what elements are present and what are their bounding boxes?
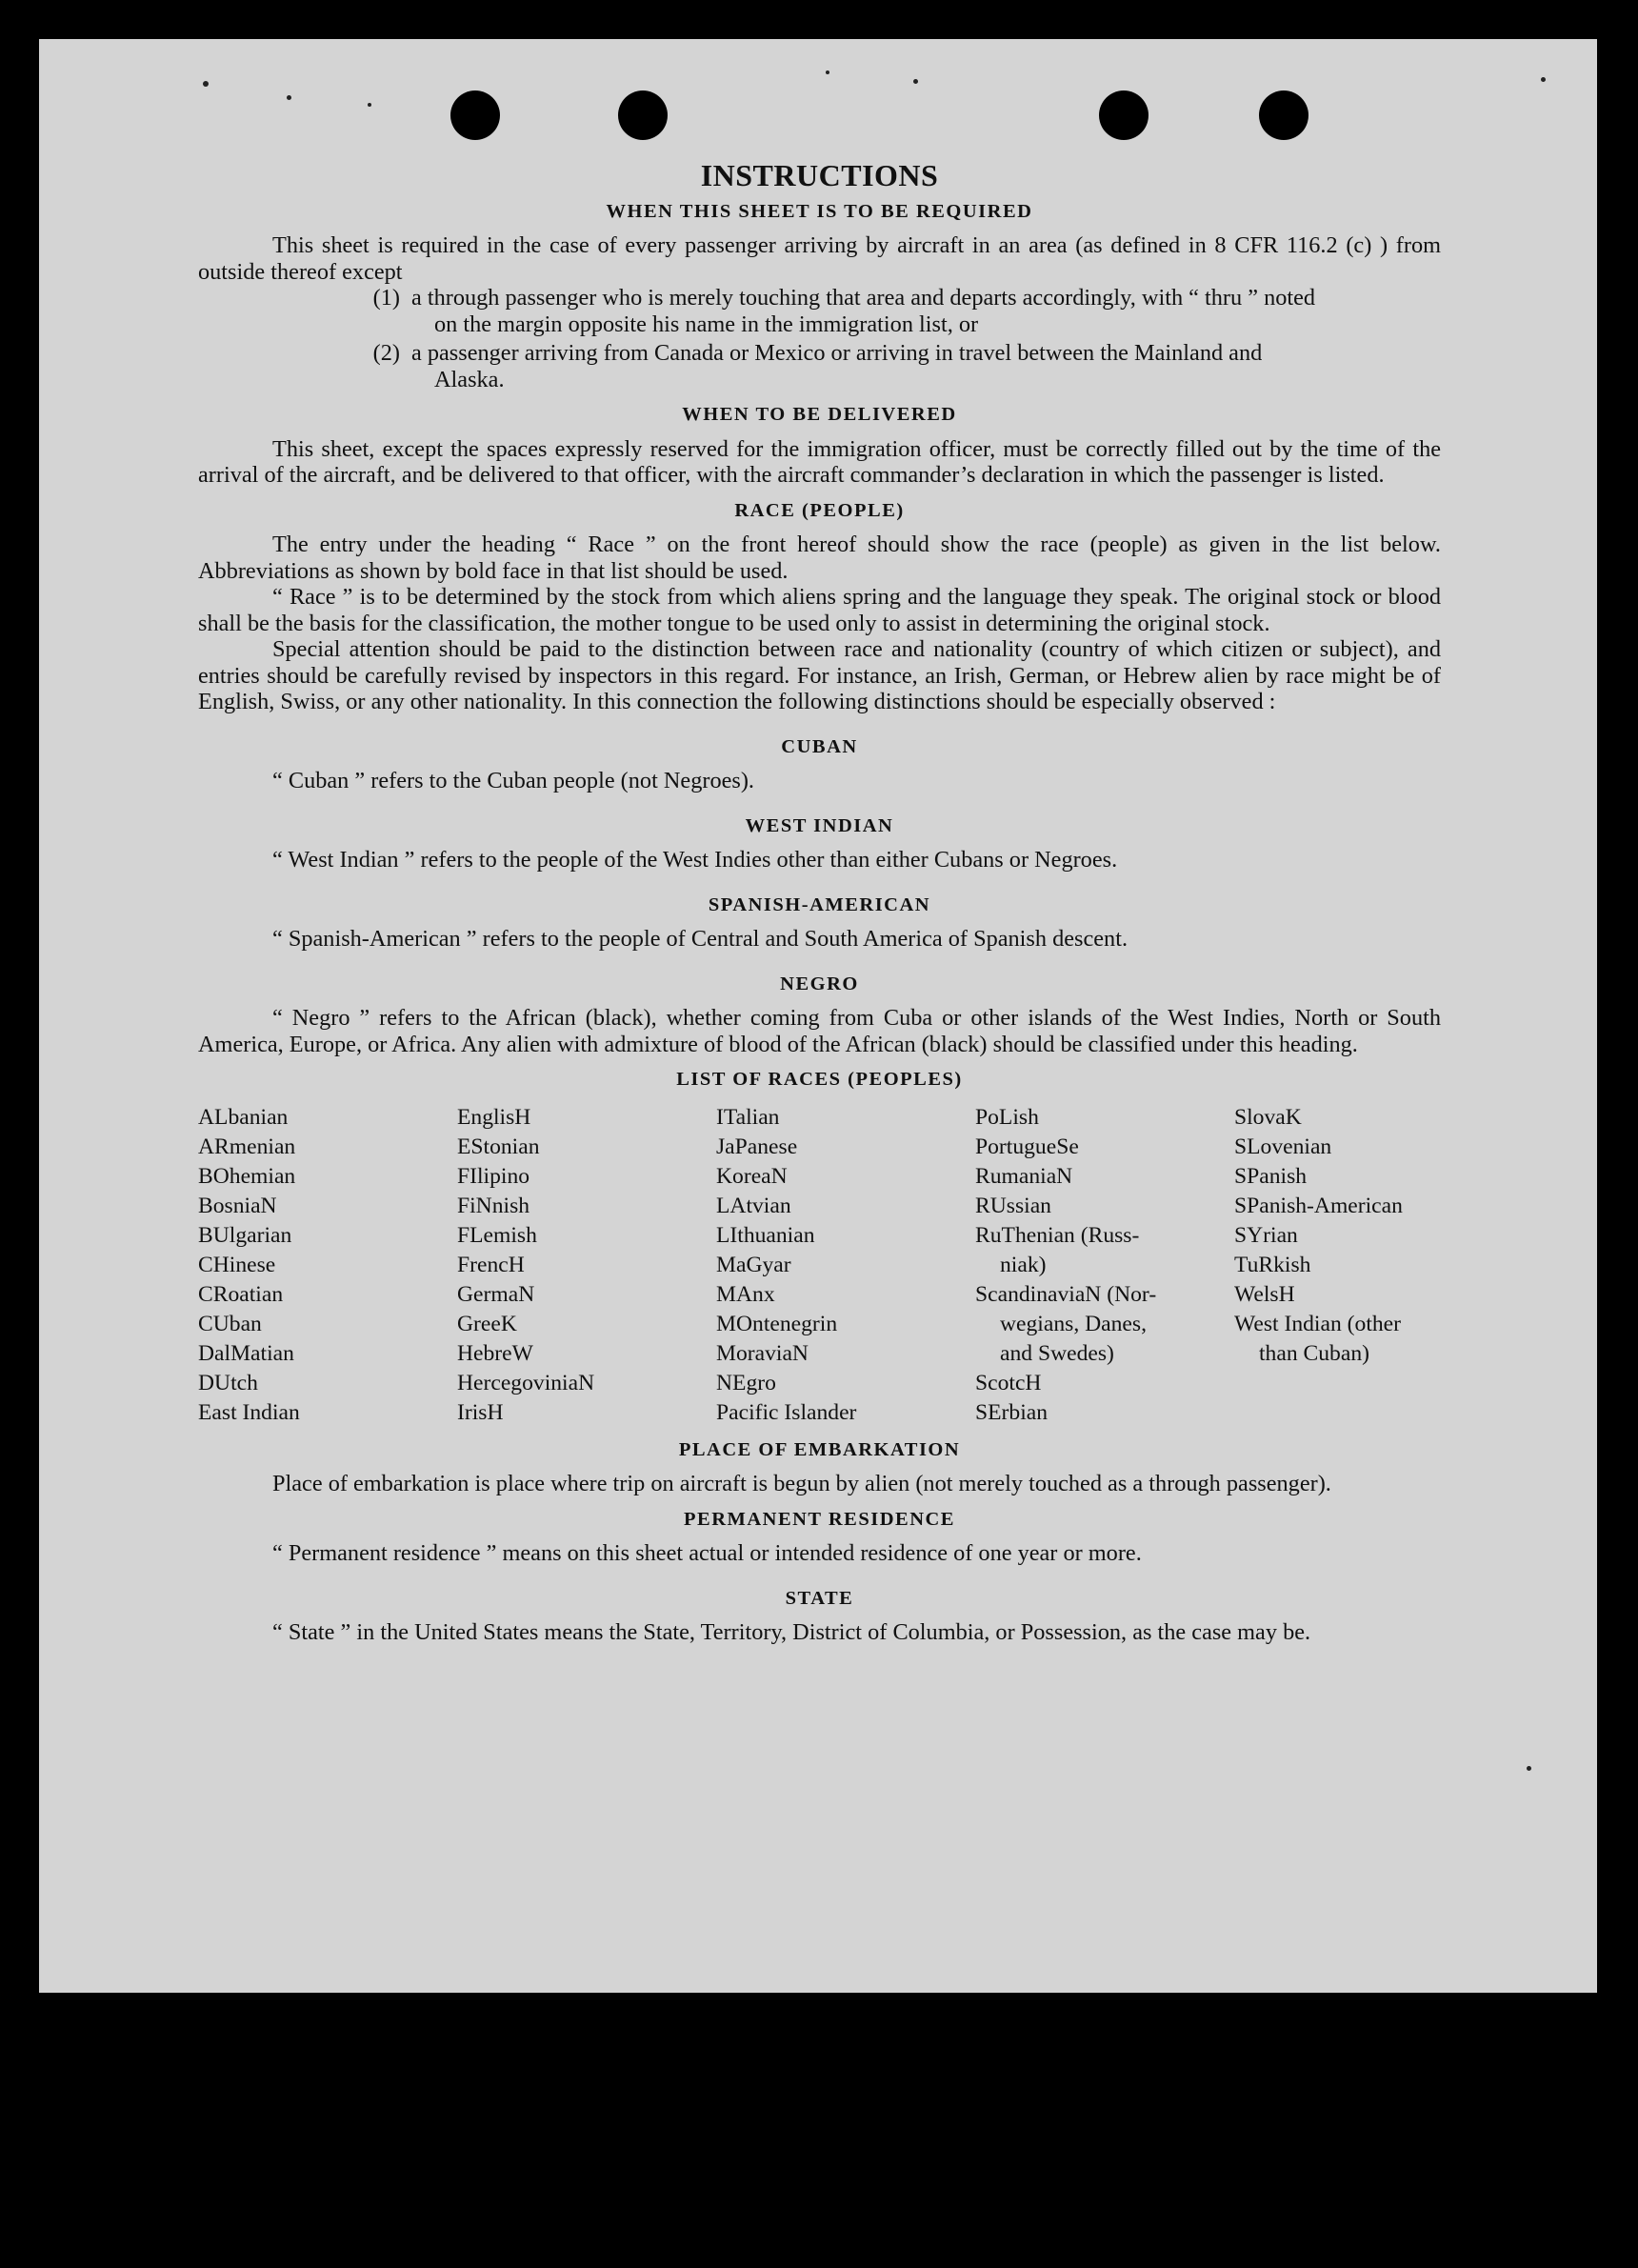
race-entry: MAnx <box>716 1281 775 1307</box>
section-paragraph: The entry under the heading “ Race ” on the front hereof should show the race (people) as given in the list below. Abbreviations as shown by bold face in that list should be used. <box>198 532 1441 584</box>
speck <box>1541 77 1546 82</box>
races-column <box>198 1103 457 1428</box>
race-entry: MaGyar <box>716 1252 791 1277</box>
race-entry: GreeK <box>457 1311 517 1336</box>
section-heading: NEGRO <box>780 973 859 994</box>
races-heading: LIST OF RACES (PEOPLES) <box>676 1069 963 1090</box>
item-text <box>411 340 1441 392</box>
item-text-line: a through passenger who is merely touching that area and departs accordingly, with “ thru ” noted <box>411 285 1316 311</box>
section-heading: WHEN THIS SHEET IS TO BE REQUIRED <box>606 200 1033 222</box>
section-paragraph: Place of embarkation is place where trip on aircraft is begun by alien (not merely touched as a through passenger). <box>272 1471 1331 1496</box>
race-entry: KoreaN <box>716 1163 788 1189</box>
section-paragraph: This sheet is required in the case of every passenger arriving by aircraft in an area (as defined in 8 CFR 116.2 (c) ) from outside thereof except <box>198 232 1441 285</box>
race-entry: PoLish <box>975 1104 1039 1130</box>
exception-item <box>198 285 1441 337</box>
section-paragraph: Special attention should be paid to the distinction between race and nationality (country of which citizen or subject), and entries should be carefully revised by inspectors in this regard. For instance, an Irish, German, or Hebrew alien by race might be of English, Swiss, or any other nationality. In this connection the following distinctions should be especially observed : <box>198 636 1441 714</box>
race-entry-continuation: and Swedes) <box>1000 1340 1114 1366</box>
race-entry: ARmenian <box>198 1134 296 1159</box>
race-entry: CHinese <box>198 1252 276 1277</box>
item-number: (2) <box>372 340 400 366</box>
race-entry: CRoatian <box>198 1281 284 1307</box>
exception-item <box>198 340 1441 392</box>
section-heading: CUBAN <box>781 735 858 757</box>
race-entry: FIlipino <box>457 1163 530 1189</box>
race-entry-continuation: than Cuban) <box>1259 1340 1369 1366</box>
race-entry: FiNnish <box>457 1193 530 1218</box>
races-column <box>716 1103 975 1428</box>
item-number: (1) <box>372 285 400 311</box>
punch-hole <box>1099 90 1149 140</box>
race-entry: RuThenian (Russ- <box>975 1222 1140 1248</box>
section-heading: SPANISH-AMERICAN <box>708 893 931 915</box>
race-entry: IrisH <box>457 1399 504 1425</box>
race-entry: BUlgarian <box>198 1222 292 1248</box>
item-text <box>411 285 1441 337</box>
race-entry: DalMatian <box>198 1340 294 1366</box>
section-heading: WHEN TO BE DELIVERED <box>682 404 957 425</box>
races-list <box>198 1103 1441 1428</box>
item-text-continuation: Alaska. <box>434 366 505 392</box>
race-entry: East Indian <box>198 1399 300 1425</box>
section-heading: PERMANENT RESIDENCE <box>684 1508 955 1530</box>
punch-hole <box>618 90 668 140</box>
speck <box>1527 1766 1531 1771</box>
section-paragraph: This sheet, except the spaces expressly reserved for the immigration officer, must be correctly filled out by the time of the arrival of the aircraft, and be delivered to that officer, with the aircraft commander’s declaration in which the passenger is listed. <box>198 435 1441 488</box>
races-column <box>457 1103 716 1428</box>
race-entry: ScandinaviaN (Nor- <box>975 1281 1157 1307</box>
speck <box>368 103 371 107</box>
race-entry: MOntenegrin <box>716 1311 838 1336</box>
section-paragraph: “ State ” in the United States means the State, Territory, District of Columbia, or Possession, as the case may be. <box>272 1619 1311 1645</box>
item-text-line: a passenger arriving from Canada or Mexico or arriving in travel between the Mainland and <box>411 340 1263 366</box>
race-entry: SPanish <box>1234 1163 1308 1189</box>
races-column <box>1234 1103 1444 1428</box>
section-paragraph: “ Permanent residence ” means on this sheet actual or intended residence of one year or more. <box>272 1540 1142 1566</box>
document-title: INSTRUCTIONS <box>700 158 939 192</box>
races-column <box>975 1103 1234 1428</box>
item-text-continuation: on the margin opposite his name in the immigration list, or <box>434 311 979 337</box>
speck <box>913 79 918 84</box>
document-page <box>39 39 1597 1993</box>
race-entry: MoraviaN <box>716 1340 809 1366</box>
race-entry: EStonian <box>457 1134 540 1159</box>
race-entry: RUssian <box>975 1193 1051 1218</box>
section-paragraph: “ Race ” is to be determined by the stock from which aliens spring and the language they speak. The original stock or blood shall be the basis for the classification, the mother tongue to be used only to assist in determining the original stock. <box>198 584 1441 636</box>
race-entry-continuation: niak) <box>1000 1252 1047 1277</box>
race-entry: West Indian (other <box>1234 1311 1401 1336</box>
race-entry: SYrian <box>1234 1222 1298 1248</box>
race-entry: LIthuanian <box>716 1222 815 1248</box>
race-entry: JaPanese <box>716 1134 798 1159</box>
race-entry: WelsH <box>1234 1281 1295 1307</box>
section-paragraph: “ Cuban ” refers to the Cuban people (not Negroes). <box>272 768 755 793</box>
section-heading: PLACE OF EMBARKATION <box>678 1438 961 1460</box>
race-entry: HercegoviniaN <box>457 1370 595 1395</box>
race-entry: CUban <box>198 1311 262 1336</box>
section-heading: WEST INDIAN <box>745 814 894 836</box>
section-heading: RACE (PEOPLE) <box>734 499 905 521</box>
race-entry: SLovenian <box>1234 1134 1332 1159</box>
race-entry: GermaN <box>457 1281 535 1307</box>
instructions-content <box>198 158 1441 1646</box>
race-entry: SlovaK <box>1234 1104 1302 1130</box>
race-entry: EnglisH <box>457 1104 531 1130</box>
speck <box>203 81 209 87</box>
race-entry: TuRkish <box>1234 1252 1311 1277</box>
speck <box>826 70 829 74</box>
race-entry: DUtch <box>198 1370 258 1395</box>
race-entry: RumaniaN <box>975 1163 1073 1189</box>
race-entry-continuation: wegians, Danes, <box>1000 1311 1147 1336</box>
punch-hole <box>450 90 500 140</box>
race-entry: ALbanian <box>198 1104 289 1130</box>
race-entry: SErbian <box>975 1399 1049 1425</box>
race-entry: ScotcH <box>975 1370 1042 1395</box>
race-entry: Pacific Islander <box>716 1399 857 1425</box>
section-paragraph: “ Spanish-American ” refers to the people of Central and South America of Spanish descent. <box>272 926 1129 952</box>
race-entry: LAtvian <box>716 1193 791 1218</box>
race-entry: SPanish-American <box>1234 1193 1403 1218</box>
race-entry: FLemish <box>457 1222 537 1248</box>
race-entry: PortugueSe <box>975 1134 1079 1159</box>
section-heading: STATE <box>785 1587 854 1609</box>
speck <box>287 95 291 100</box>
race-entry: FrencH <box>457 1252 525 1277</box>
race-entry: NEgro <box>716 1370 776 1395</box>
race-entry: HebreW <box>457 1340 533 1366</box>
punch-hole <box>1259 90 1308 140</box>
section-paragraph: “ West Indian ” refers to the people of the West Indies other than either Cubans or Negroes. <box>272 847 1118 873</box>
section-paragraph: “ Negro ” refers to the African (black), whether coming from Cuba or other islands of the West Indies, North or South America, Europe, or Africa. Any alien with admixture of blood of the African (black) should be classified under this heading. <box>198 1005 1441 1057</box>
race-entry: BosniaN <box>198 1193 277 1218</box>
race-entry: BOhemian <box>198 1163 296 1189</box>
race-entry: ITalian <box>716 1104 780 1130</box>
